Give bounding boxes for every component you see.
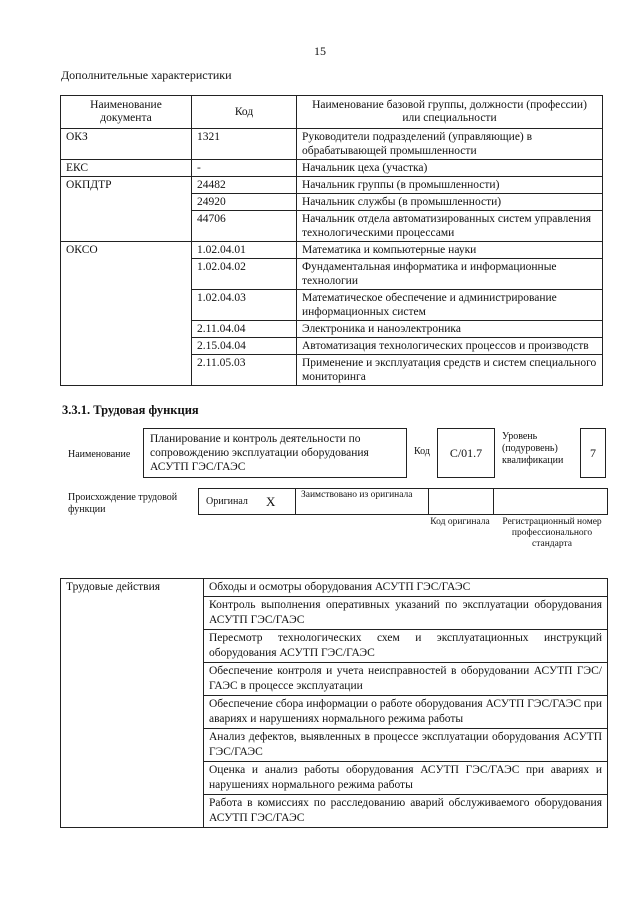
table-header-row xyxy=(61,96,603,129)
action-item: Анализ дефектов, выявленных в процессе эксплуатации оборудования АСУТП ГЭС/ГАЭС xyxy=(204,729,608,762)
action-item: Пересмотр технологических схем и эксплуатационных инструкций оборудования АСУТП ГЭС/ГАЭС xyxy=(204,630,608,663)
name-cell: Электроника и наноэлектроника xyxy=(297,321,603,338)
name-cell: Начальник цеха (участка) xyxy=(297,160,603,177)
code-cell: 24482 xyxy=(192,177,297,194)
name-cell: Начальник отдела автоматизированных систем управления технологическими процессами xyxy=(297,211,603,242)
doc-cell: ЕКС xyxy=(61,160,192,177)
table-row xyxy=(61,129,603,160)
original-label: Оригинал xyxy=(206,496,248,507)
labour-actions-table xyxy=(60,578,608,828)
actions-label: Трудовые действия xyxy=(61,579,204,828)
doc-cell: ОКПДТР xyxy=(61,177,192,242)
section-title: Дополнительные характеристики xyxy=(61,68,232,82)
code-cell: 1.02.04.03 xyxy=(192,290,297,321)
origin-label: Происхождение трудовой функции xyxy=(68,492,178,515)
origin-divider xyxy=(428,488,429,515)
code-label: Код xyxy=(414,446,430,457)
header-code: Код xyxy=(192,96,297,129)
characteristics-table xyxy=(60,95,603,386)
original-mark: X xyxy=(266,494,276,509)
level-label: Уровень (подуровень) квалификации xyxy=(502,431,564,466)
code-cell: 2.11.05.03 xyxy=(192,355,297,386)
function-code-box: C/01.7 xyxy=(437,428,495,478)
level-box: 7 xyxy=(580,428,606,478)
table-row xyxy=(61,160,603,177)
name-cell: Начальник службы (в промышленности) xyxy=(297,194,603,211)
code-original-label: Код оригинала xyxy=(430,517,490,527)
action-item: Работа в комиссиях по расследованию аварий обслуживаемого оборудования АСУТП ГЭС/ГАЭС xyxy=(204,795,608,828)
action-item: Контроль выполнения оперативных указаний по эксплуатации оборудования АСУТП ГЭС/ГАЭС xyxy=(204,597,608,630)
name-cell: Математическое обеспечение и администрирование информационных систем xyxy=(297,290,603,321)
code-cell: 24920 xyxy=(192,194,297,211)
name-cell: Автоматизация технологических процессов и производств xyxy=(297,338,603,355)
doc-cell: ОКСО xyxy=(61,242,192,386)
page-number: 15 xyxy=(314,44,326,58)
borrowed-label: Заимствовано из оригинала xyxy=(301,490,413,500)
name-cell: Начальник группы (в промышленности) xyxy=(297,177,603,194)
function-heading: 3.3.1. Трудовая функция xyxy=(62,403,199,417)
name-cell: Математика и компьютерные науки xyxy=(297,242,603,259)
action-item: Обеспечение сбора информации о работе оборудования АСУТП ГЭС/ГАЭС при авариях и нарушениях нормального режима работы xyxy=(204,696,608,729)
table-row xyxy=(61,177,603,194)
header-doc: Наименование документа xyxy=(61,96,192,129)
code-cell: 1321 xyxy=(192,129,297,160)
code-cell: 1.02.04.01 xyxy=(192,242,297,259)
origin-divider xyxy=(493,488,494,515)
name-label: Наименование xyxy=(68,449,131,460)
name-cell: Фундаментальная информатика и информационные технологии xyxy=(297,259,603,290)
header-name: Наименование базовой группы, должности (профессии) или специальности xyxy=(297,96,603,129)
code-cell: 2.15.04.04 xyxy=(192,338,297,355)
reg-number-label: Регистрационный номер профессионального стандарта xyxy=(502,517,602,549)
code-cell: 2.11.04.04 xyxy=(192,321,297,338)
action-item: Оценка и анализ работы оборудования АСУТП ГЭС/ГАЭС при авариях и нарушениях нормального режима работы xyxy=(204,762,608,795)
action-item: Обеспечение контроля и учета неисправностей в оборудовании АСУТП ГЭС/ГАЭС в процессе эксплуатации xyxy=(204,663,608,696)
function-name-box: Планирование и контроль деятельности по сопровождению эксплуатации оборудования АСУТП ГЭС/ГАЭС xyxy=(143,428,407,478)
origin-divider xyxy=(295,488,296,515)
doc-cell: ОКЗ xyxy=(61,129,192,160)
table-row xyxy=(61,579,608,597)
code-cell: 44706 xyxy=(192,211,297,242)
action-item: Обходы и осмотры оборудования АСУТП ГЭС/ГАЭС xyxy=(204,579,608,597)
name-cell: Применение и эксплуатация средств и систем специального мониторинга xyxy=(297,355,603,386)
name-cell: Руководители подразделений (управляющие) в обрабатывающей промышленности xyxy=(297,129,603,160)
code-cell: 1.02.04.02 xyxy=(192,259,297,290)
table-row xyxy=(61,242,603,259)
code-cell: - xyxy=(192,160,297,177)
